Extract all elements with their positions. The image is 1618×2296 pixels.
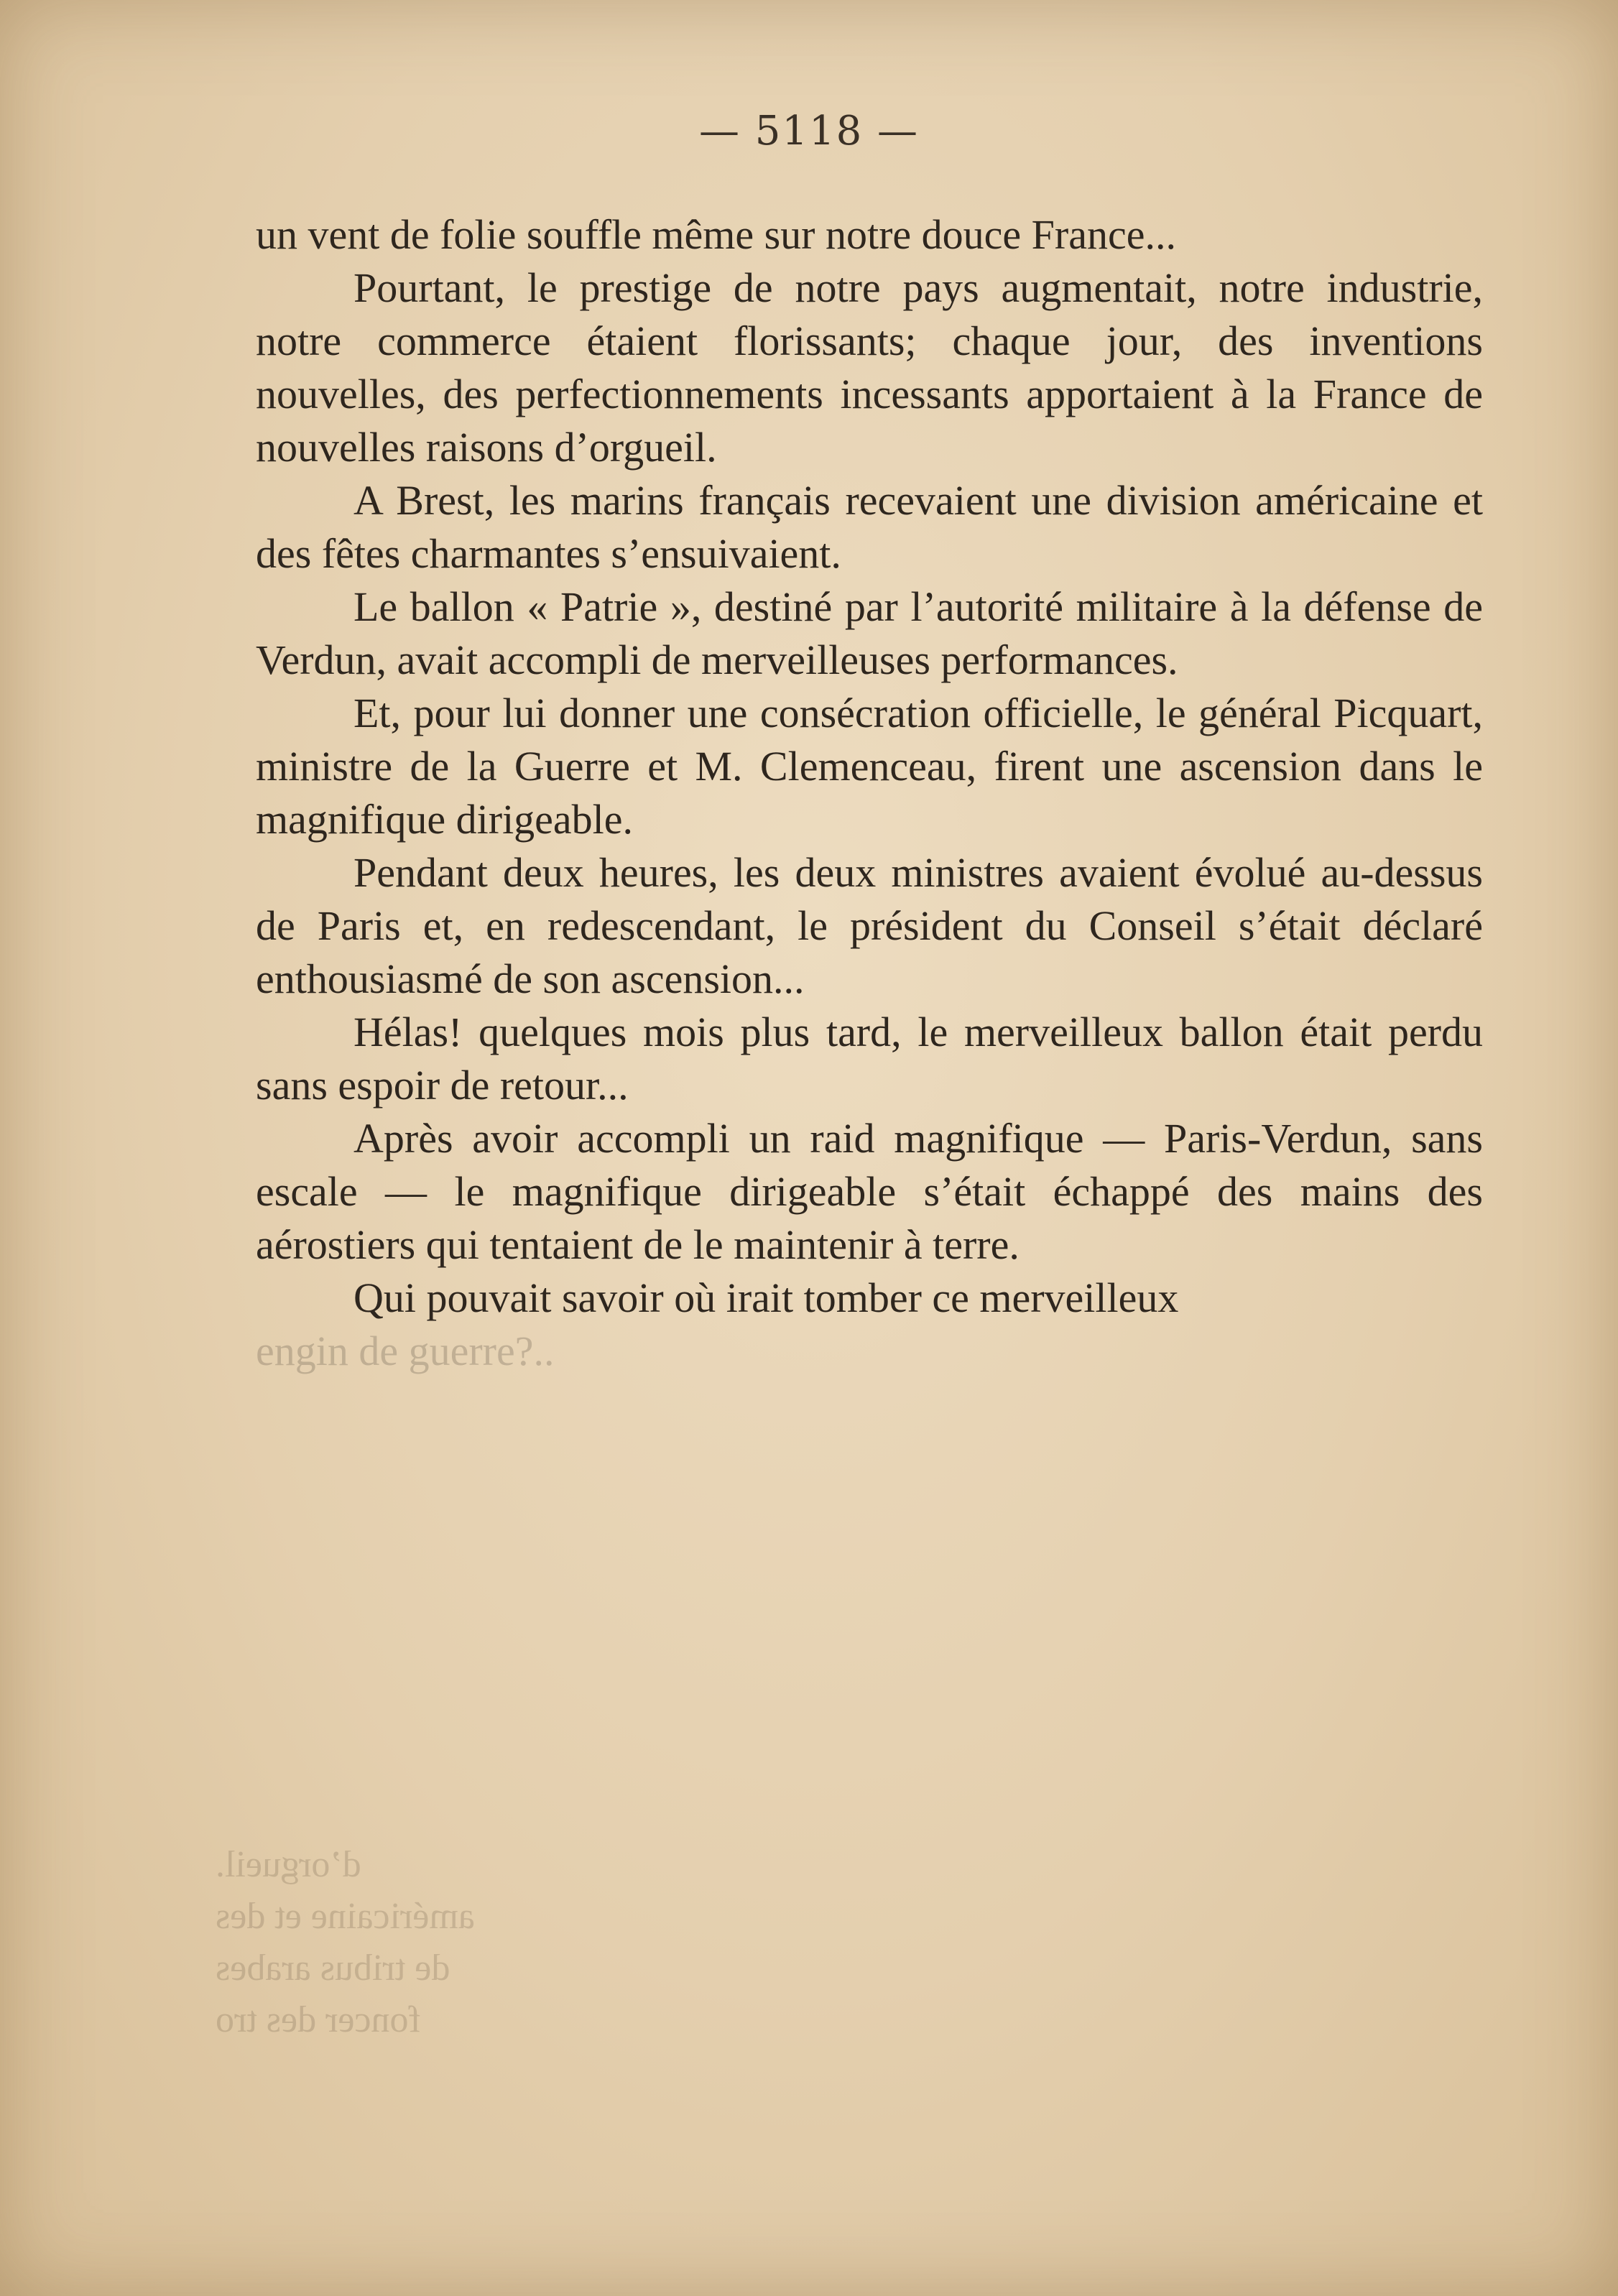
show-through-line: d’orgueil. [216, 1844, 361, 1885]
paragraph: Qui pouvait savoir où irait tomber ce merveilleux [353, 1274, 1179, 1321]
paragraph: Pourtant, le prestige de notre pays augmentait, notre industrie, notre commerce étaient florissants; chaque jour, des inventions nouvelles, des perfectionnements incessants apportaient à la France de nouvelles raisons d’orgueil. [256, 264, 1483, 471]
show-through-line: foncer des tro [216, 1999, 421, 2040]
paragraph: Le ballon « Patrie », destiné par l’autorité militaire à la défense de Verdun, avait accompli de merveilleuses performances. [256, 583, 1483, 683]
paragraph: Et, pour lui donner une consécration officielle, le général Picquart, ministre de la Guerre et M. Clemenceau, firent une ascension dans le magnifique dirigeable. [256, 690, 1483, 843]
paragraph: Après avoir accompli un raid magnifique — Paris-Verdun, sans escale — le magnifique dirigeable s’était échappé des mains des aérostiers qui tentaient de le maintenir à terre. [256, 1115, 1483, 1268]
paragraph: A Brest, les marins français recevaient une division américaine et des fêtes charmantes s’ensuivaient. [256, 477, 1483, 577]
paragraph: un vent de folie souffle même sur notre douce France... [256, 211, 1176, 258]
show-through-text [216, 1839, 718, 2046]
faded-line: engin de guerre?.. [256, 1328, 555, 1374]
paragraph: Pendant deux heures, les deux ministres avaient évolué au-dessus de Paris et, en redescendant, le président du Conseil s’était déclaré enthousiasmé de son ascension... [256, 849, 1483, 1002]
show-through-line: de tribus arabes [216, 1948, 450, 1989]
page-number: — 5118 — [698, 108, 920, 154]
show-through-line: américaine et des [216, 1896, 475, 1937]
body-text [256, 208, 1483, 1378]
paragraph: Hélas! quelques mois plus tard, le merveilleux ballon était perdu sans espoir de retour... [256, 1009, 1483, 1108]
